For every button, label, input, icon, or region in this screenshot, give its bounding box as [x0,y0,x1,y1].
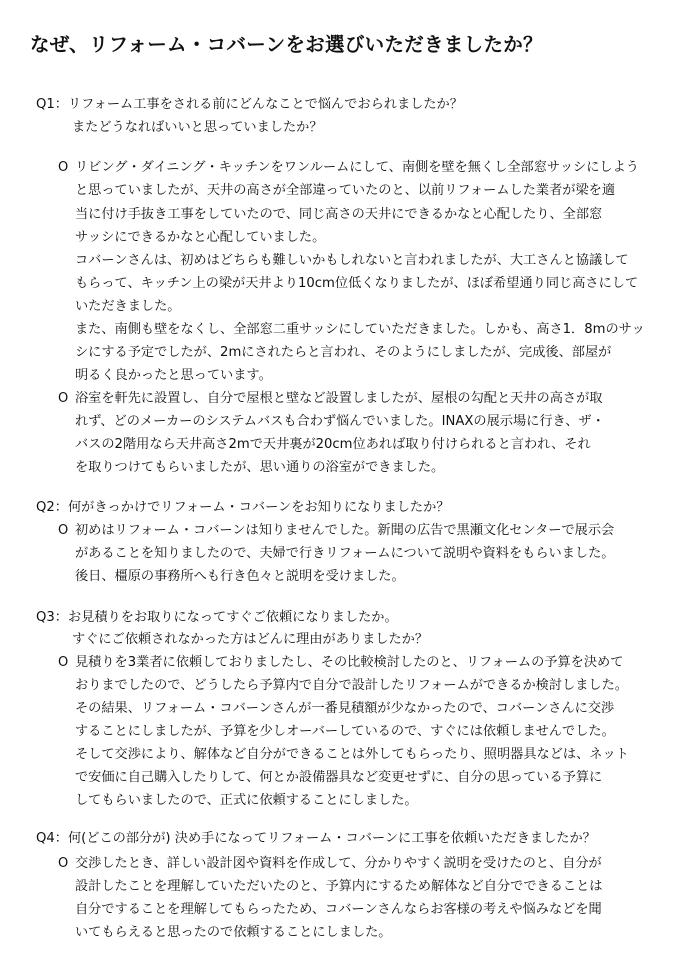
question-q1-line-1: Q1：リフォーム工事をされる前にどんなことで悩んでおられましたか？ [36,97,463,112]
answer-line: その結果、リフォーム・コバーンさんが一番見積額が少なかったので、コバーンさんに交渉 [75,701,615,716]
answer-line: いてもらえると思ったので依頼することにしました。 [75,925,392,940]
question-q3-line-2: すぐにご依頼されなかった方はどんに理由がありましたか？ [72,632,429,647]
answer-line: おりまでしたので、どうしたら予算内で自分で設計したリフォームができるか検討しました。 [75,678,628,693]
answer-line: れず、どのメーカーのシステムバスも合わず悩んでいました。INAXの展示場に行き、ザ・ [75,414,605,429]
answer-line: そして交渉により、解体など自分ができることは外してもらったり、照明器具などは、ネット [75,747,629,762]
answer-line: いただきました。 [75,299,181,314]
answer-line: 浴室を軒先に設置し、自分で屋根と壁など設置しましたが、屋根の勾配と天井の高さが取 [75,391,603,406]
answer-line: 自分ですることを理解してもらったため、コバーンさんならお客様の考えや悩みなどを聞 [75,902,602,917]
question-q3-line-1: Q3：お見積りをお取りになってすぐご依頼になりましたか。 [36,610,398,625]
answer-line: 交渉したとき、詳しい設計図や資料を作成して、分かりやすく説明を受けたのと、自分が [75,856,602,871]
question-q4-line-1: Q4：何(どこの部分が) 決め手になってリフォーム・コバーンに工事を依頼いただきましたか？ [36,831,596,846]
answer-line: バスの2階用なら天井高さ2mで天井裏が20cm位あれば取り付けられると言われ、それ [75,437,591,452]
answer-line: で安価に自己購入したりして、何とか設備器具など変更せずに、自分の思っている予算に [75,770,603,785]
answer-line: 初めはリフォーム・コバーンは知りませんでした。新聞の広告で黒瀬文化センターで展示会 [75,523,615,538]
bullet-marker: O [58,655,69,670]
answer-line: することにしましたが、予算を少しオーバーしているので、すぐには依頼しませんでした。 [75,724,615,739]
answer-line: もらって、キッチン上の梁が天井より10cm位低くなりましたが、ほぼ希望通り同じ高さにして [75,276,639,291]
answer-line: 後日、橿原の事務所へも行き色々と説明を受けました。 [75,569,405,584]
answer-line: 明るく良かったと思っています。 [75,368,272,383]
answer-line: があることを知りましたので、夫婦で行きリフォームについて説明や資料をもらいました。 [75,546,615,561]
answer-line: また、南側も壁をなくし、全部窓二重サッシにしていただきました。しかも、高さ1．8mのサッ [75,322,645,337]
bullet-marker: O [58,523,69,538]
answer-line: 見積りを3業者に依頼しておりましたし、その比較検討したのと、リフォームの予算を決めて [75,655,624,670]
question-q1-line-2: またどうなればいいと思っていましたか？ [72,120,323,135]
answer-line: コバーンさんは、初めはどちらも難しいかもしれないと言われましたが、大工さんと協議して [75,253,629,268]
bullet-marker: O [58,391,69,406]
answer-line: サッシにできるかなと心配していました。 [75,230,326,245]
answer-line: 当に付け手抜き工事をしていたので、同じ高さの天井にできるかなと心配したり、全部窓 [75,207,603,222]
page-title: なぜ、リフォーム・コバーンをお選びいただきましたか？ [30,33,543,56]
answer-line: を取りつけてもらいましたが、思い通りの浴室ができました。 [75,460,445,475]
answer-line: リビング・ダイニング・キッチンをワンルームにして、南側を壁を無くし全部窓サッシにしよう [75,160,639,175]
bullet-marker: O [58,160,69,175]
answer-line: シにする予定でしたが、2mにされたらと言われ、そのようにしましたが、完成後、部屋が [75,345,612,360]
bullet-marker: O [58,856,69,871]
question-q2-line-1: Q2：何がきっかけでリフォーム・コバーンをお知りになりましたか？ [36,500,450,515]
answer-line: 設計したことを理解していただいたのと、予算内にするため解体など自分でできることは [75,879,603,894]
answer-line: と思っていましたが、天井の高さが全部違っていたのと、以前リフォームした業者が梁を適 [75,183,616,198]
answer-line: してもらいましたので、正式に依頼することにしました。 [75,793,418,808]
